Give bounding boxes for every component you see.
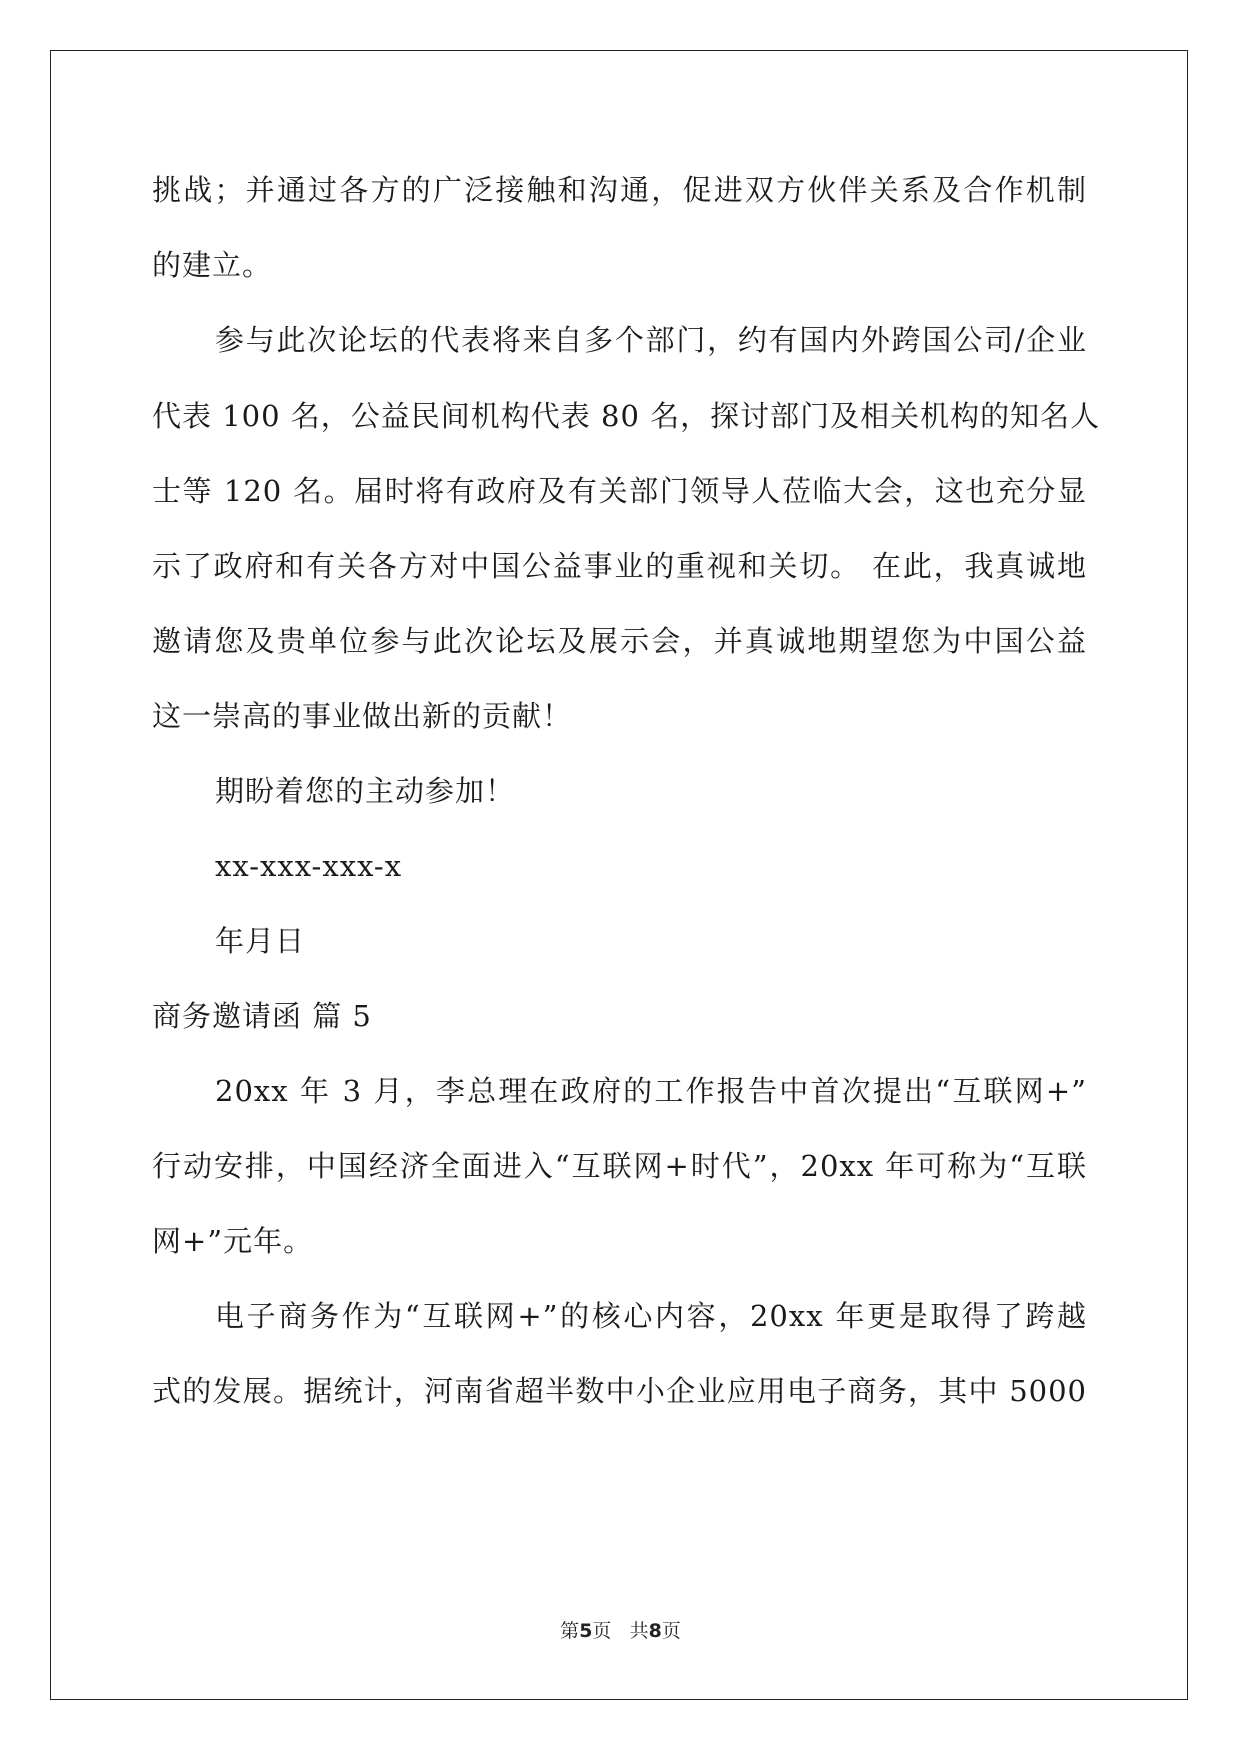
paragraph-line: 式的发展。据统计，河南省超半数中小企业应用电子商务，其中 5000 (152, 1374, 1087, 1408)
paragraph-line: 这一崇高的事业做出新的贡献！ (152, 699, 573, 733)
section-heading: 商务邀请函 篇 5 (152, 999, 372, 1033)
paragraph-line: 电子商务作为“互联网+”的核心内容，20xx 年更是取得了跨越 (215, 1299, 1087, 1333)
paragraph-line: 士等 120 名。届时将有政府及有关部门领导人莅临大会，这也充分显 (152, 474, 1087, 508)
paragraph-line: 期盼着您的主动参加！ (215, 774, 516, 808)
code-line: xx-xxx-xxx-x (215, 849, 403, 883)
paragraph-line: 代表 100 名，公益民间机构代表 80 名，探讨部门及相关机构的知名人 (152, 399, 1101, 433)
paragraph-line: 示了政府和有关各方对中国公益事业的重视和关切。 在此，我真诚地 (152, 549, 1087, 583)
paragraph-line: 邀请您及贵单位参与此次论坛及展示会，并真诚地期望您为中国公益 (152, 624, 1087, 658)
paragraph-line: 行动安排，中国经济全面进入“互联网+时代”，20xx 年可称为“互联 (152, 1149, 1087, 1183)
total-pages: 8 (648, 1620, 662, 1642)
paragraph-line: 20xx 年 3 月，李总理在政府的工作报告中首次提出“互联网+” (215, 1074, 1087, 1108)
paragraph-line: 挑战；并通过各方的广泛接触和沟通，促进双方伙伴关系及合作机制 (152, 173, 1087, 207)
paragraph-line: 的建立。 (152, 248, 273, 282)
date-line: 年月日 (215, 924, 306, 958)
paragraph-line: 参与此次论坛的代表将来自多个部门，约有国内外跨国公司/企业 (215, 323, 1087, 357)
total-suffix: 页 (661, 1620, 681, 1642)
page-number: 5 (579, 1620, 593, 1642)
page-prefix: 第 (560, 1620, 580, 1642)
paragraph-line: 网+”元年。 (152, 1224, 314, 1258)
total-prefix: 共 (629, 1620, 649, 1642)
page-suffix: 页 (592, 1620, 612, 1642)
page-footer (0, 1616, 1241, 1643)
